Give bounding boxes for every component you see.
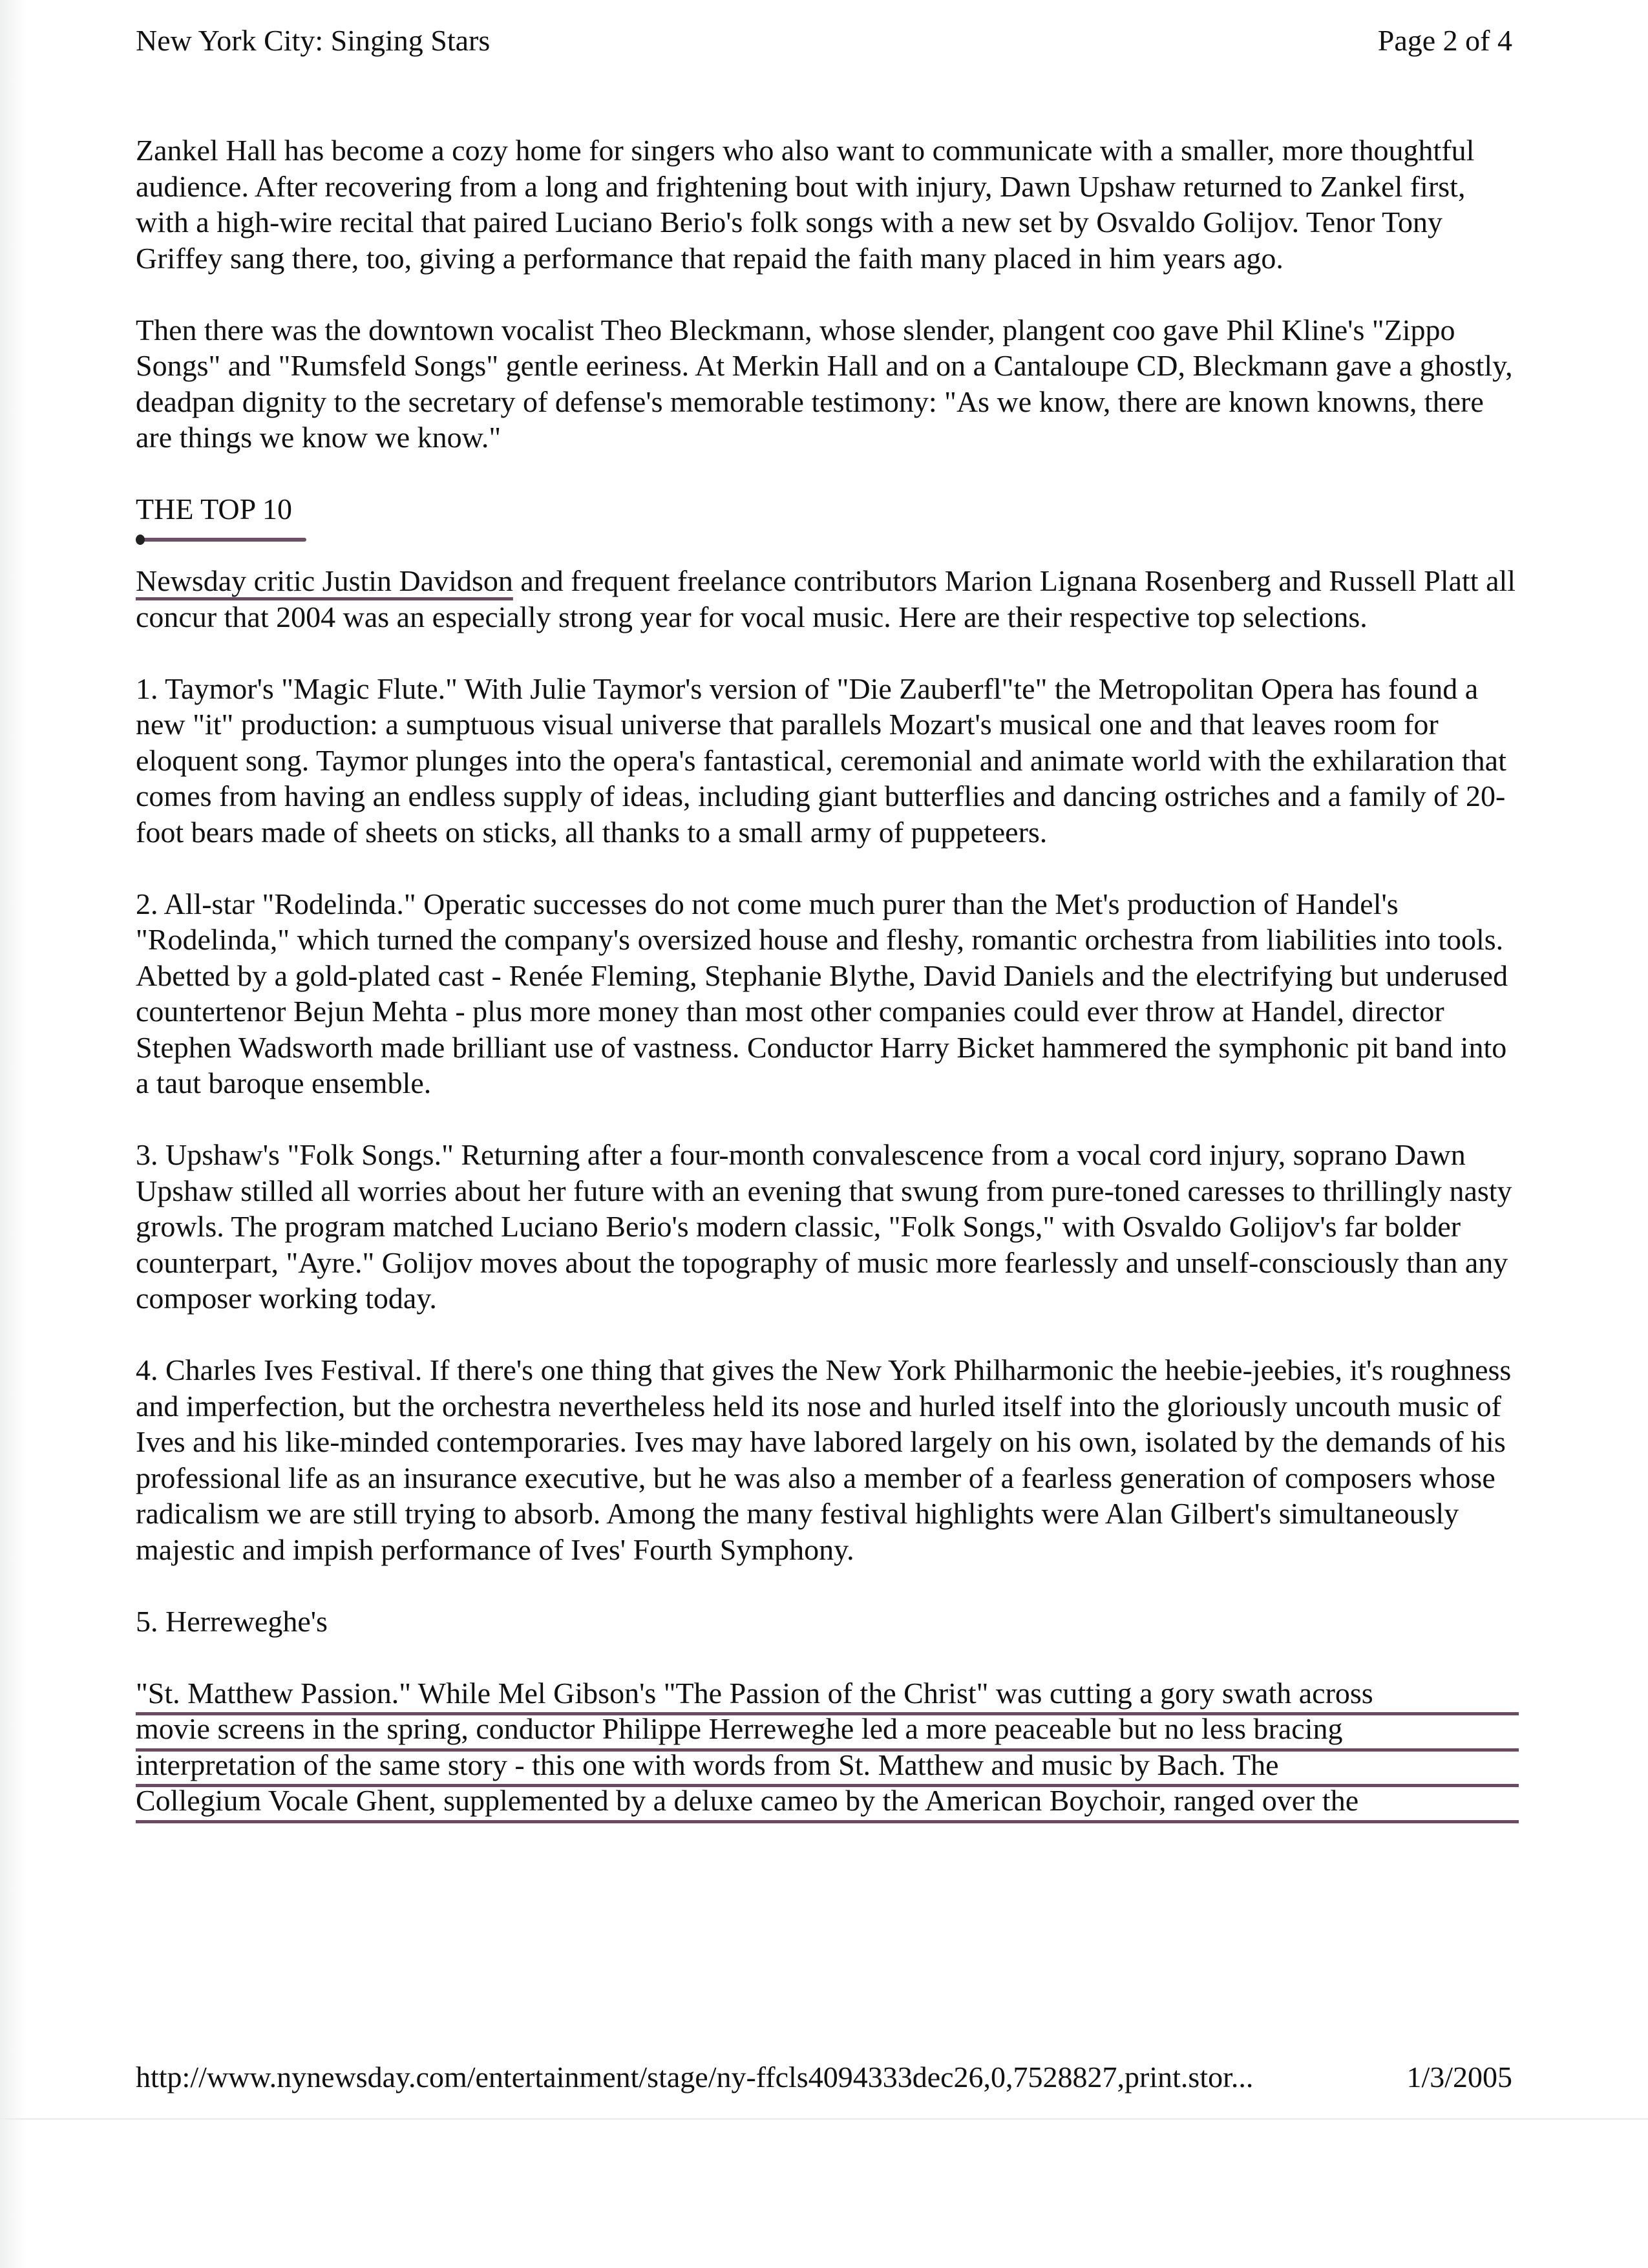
source-url: http://www.nynewsday.com/entertainment/stage/ny-ffcls4094333dec26,0,7528827,print.stor... xyxy=(136,2061,1254,2093)
underlined-line: movie screens in the spring, conductor Philippe Herreweghe led a more peaceable but no less bracing xyxy=(136,1711,1519,1752)
article-body xyxy=(136,132,1519,1854)
underlined-critic-name: Newsday critic Justin Davidson xyxy=(136,564,513,597)
underlined-line: Collegium Vocale Ghent, supplemented by a deluxe cameo by the American Boychoir, ranged over the xyxy=(136,1783,1519,1823)
document-title: New York City: Singing Stars xyxy=(136,24,491,57)
underlined-line: "St. Matthew Passion." While Mel Gibson's "The Passion of the Christ" was cutting a gory swath across xyxy=(136,1675,1519,1716)
top-item-2: 2. All-star "Rodelinda." Operatic successes do not come much purer than the Met's production of Handel's "Rodelinda," which turned the company's oversized house and fleshy, romantic orchestra from liabilities into tools. Abetted by a gold-plated cast - Renée Fleming, Stephanie Blythe, David Daniels and the electrifying but underused countertenor Bejun Mehta - plus more money than most other companies could ever throw at Handel, director Stephen Wadsworth made brilliant use of vastness. Conductor Harry Bicket hammered the symphonic pit band into a taut baroque ensemble. xyxy=(136,887,1508,1099)
intro-paragraph-2: Then there was the downtown vocalist Theo Bleckmann, whose slender, plangent coo gave Phil Kline's "Zippo Songs" and "Rumsfeld Songs" gentle eeriness. At Merkin Hall and on a Cantaloupe CD, Bleckmann gave a ghostly, deadpan dignity to the secretary of defense's memorable testimony: "As we know, there are known knowns, there are things we know we know." xyxy=(136,313,1513,454)
pen-underline-mark xyxy=(138,538,306,542)
underlined-line: interpretation of the same story - this one with words from St. Matthew and music by Bach. The xyxy=(136,1747,1519,1788)
top-item-3: 3. Upshaw's "Folk Songs." Returning after a four-month convalescence from a vocal cord injury, soprano Dawn Upshaw stilled all worries about her future with an evening that swung from pure-toned caresses to thrillingly nasty growls. The program matched Luciano Berio's modern classic, "Folk Songs," with Osvaldo Golijov's far bolder counterpart, "Ayre." Golijov moves about the topography of music more fearlessly and unself-consciously than any composer working today. xyxy=(136,1138,1512,1315)
print-date: 1/3/2005 xyxy=(1406,2061,1512,2093)
top-item-5-heading: 5. Herreweghe's xyxy=(136,1604,328,1638)
top-item-1: 1. Taymor's "Magic Flute." With Julie Taymor's version of "Die Zauberfl"te" the Metropolitan Opera has found a new "it" production: a sumptuous visual universe that parallels Mozart's musical one and that leaves room for eloquent song. Taymor plunges into the opera's fantastical, ceremonial and animate world with the exhilaration that comes from having an endless supply of ideas, including giant butterflies and dancing ostriches and a family of 20-foot bears made of sheets on sticks, all thanks to a small army of puppeteers. xyxy=(136,672,1506,849)
section-heading-text: THE TOP 10 xyxy=(136,493,292,525)
section-heading xyxy=(136,491,292,527)
top-item-4: 4. Charles Ives Festival. If there's one thing that gives the New York Philharmonic the heebie-jeebies, it's roughness and imperfection, but the orchestra nevertheless held its nose and hurled itself into the gloriously uncouth music of Ives and his like-minded contemporaries. Ives may have labored largely on his own, isolated by the demands of his professional life as an insurance executive, but he was also a member of a fearless generation of composers whose radicalism we are still trying to absorb. Among the many festival highlights were Alan Gilbert's simultaneously majestic and impish performance of Ives' Fourth Symphony. xyxy=(136,1353,1512,1566)
section-intro-text: and frequent freelance contributors Marion Lignana Rosenberg and Russell Platt all concur that 2004 was an especially strong year for vocal music. Here are their respective top selections. xyxy=(136,564,1516,633)
section-intro-paragraph xyxy=(136,563,1519,635)
intro-paragraph-1: Zankel Hall has become a cozy home for singers who also want to communicate with a smaller, more thoughtful audience. After recovering from a long and frightening bout with injury, Dawn Upshaw returned to Zankel first, with a high-wire recital that paired Luciano Berio's folk songs with a new set by Osvaldo Golijov. Tenor Tony Griffey sang there, too, giving a performance that repaid the faith many placed in him years ago. xyxy=(136,134,1475,275)
page-indicator: Page 2 of 4 xyxy=(1377,24,1512,57)
scan-artifact-line xyxy=(0,2118,1648,2120)
scan-edge-shadow xyxy=(0,0,26,2268)
page-header xyxy=(136,18,1512,63)
top-item-5-continuation xyxy=(136,1675,1519,1823)
